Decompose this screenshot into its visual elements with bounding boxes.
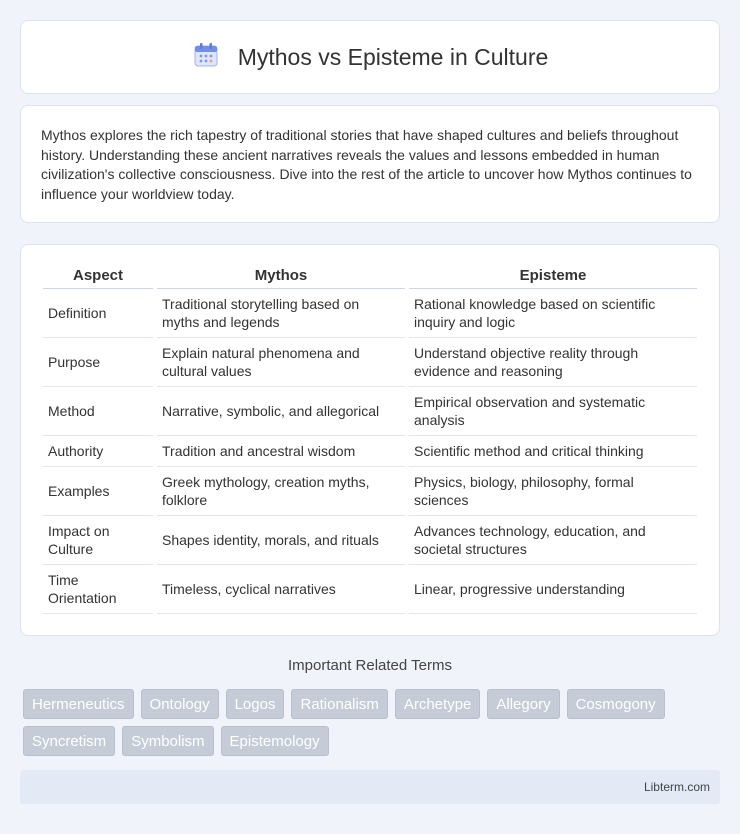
footer-site-link[interactable]: Libterm.com [643, 780, 710, 794]
table-row [43, 516, 697, 565]
tag-ontology[interactable]: Ontology [141, 689, 219, 719]
calendar-icon [192, 41, 220, 74]
title-wrap [192, 41, 549, 74]
table-row [43, 467, 697, 516]
cell-mythos: Shapes identity, morals, and rituals [157, 516, 405, 565]
header-mythos: Mythos [157, 265, 405, 289]
cell-aspect: Impact on Culture [43, 516, 153, 565]
page-title: Mythos vs Episteme in Culture [237, 43, 549, 70]
cell-mythos: Explain natural phenomena and cultural values [157, 338, 405, 387]
table-row [43, 289, 697, 338]
cell-episteme: Advances technology, education, and societal structures [409, 516, 697, 565]
comparison-table-card [20, 244, 720, 636]
cell-mythos: Narrative, symbolic, and allegorical [157, 387, 405, 436]
header-card [20, 20, 720, 94]
intro-text: Mythos explores the rich tapestry of traditional stories that have shaped cultures and beliefs throughout history. Understanding these ancient narratives reveals the values and lessons embedded in human civilization's collective consciousness. Dive into the rest of the article to uncover how Mythos continues to influence your worldview today. [41, 127, 692, 202]
comparison-table [39, 265, 701, 614]
tag-cosmogony[interactable]: Cosmogony [567, 689, 665, 719]
cell-mythos: Greek mythology, creation myths, folklore [157, 467, 405, 516]
cell-aspect: Time Orientation [43, 565, 153, 614]
related-terms-tags [23, 689, 723, 756]
footer [20, 770, 720, 804]
cell-aspect: Authority [43, 436, 153, 467]
tag-logos[interactable]: Logos [226, 689, 285, 719]
cell-aspect: Definition [43, 289, 153, 338]
tag-archetype[interactable]: Archetype [395, 689, 481, 719]
cell-episteme: Understand objective reality through evidence and reasoning [409, 338, 697, 387]
cell-episteme: Scientific method and critical thinking [409, 436, 697, 467]
header-aspect: Aspect [43, 265, 153, 289]
cell-episteme: Empirical observation and systematic analysis [409, 387, 697, 436]
cell-mythos: Timeless, cyclical narratives [157, 565, 405, 614]
tag-hermeneutics[interactable]: Hermeneutics [23, 689, 134, 719]
intro-card [20, 105, 720, 223]
cell-aspect: Method [43, 387, 153, 436]
cell-mythos: Tradition and ancestral wisdom [157, 436, 405, 467]
tag-epistemology[interactable]: Epistemology [221, 726, 329, 756]
table-row [43, 338, 697, 387]
tag-symbolism[interactable]: Symbolism [122, 726, 213, 756]
tag-syncretism[interactable]: Syncretism [23, 726, 115, 756]
cell-episteme: Physics, biology, philosophy, formal sciences [409, 467, 697, 516]
cell-episteme: Linear, progressive understanding [409, 565, 697, 614]
tag-rationalism[interactable]: Rationalism [291, 689, 387, 719]
cell-aspect: Examples [43, 467, 153, 516]
related-terms-title: Important Related Terms [288, 657, 452, 674]
cell-aspect: Purpose [43, 338, 153, 387]
table-row [43, 436, 697, 467]
table-row [43, 387, 697, 436]
table-row [43, 565, 697, 614]
tag-allegory[interactable]: Allegory [487, 689, 559, 719]
cell-episteme: Rational knowledge based on scientific inquiry and logic [409, 289, 697, 338]
header-episteme: Episteme [409, 265, 697, 289]
cell-mythos: Traditional storytelling based on myths and legends [157, 289, 405, 338]
table-header-row [43, 265, 697, 289]
